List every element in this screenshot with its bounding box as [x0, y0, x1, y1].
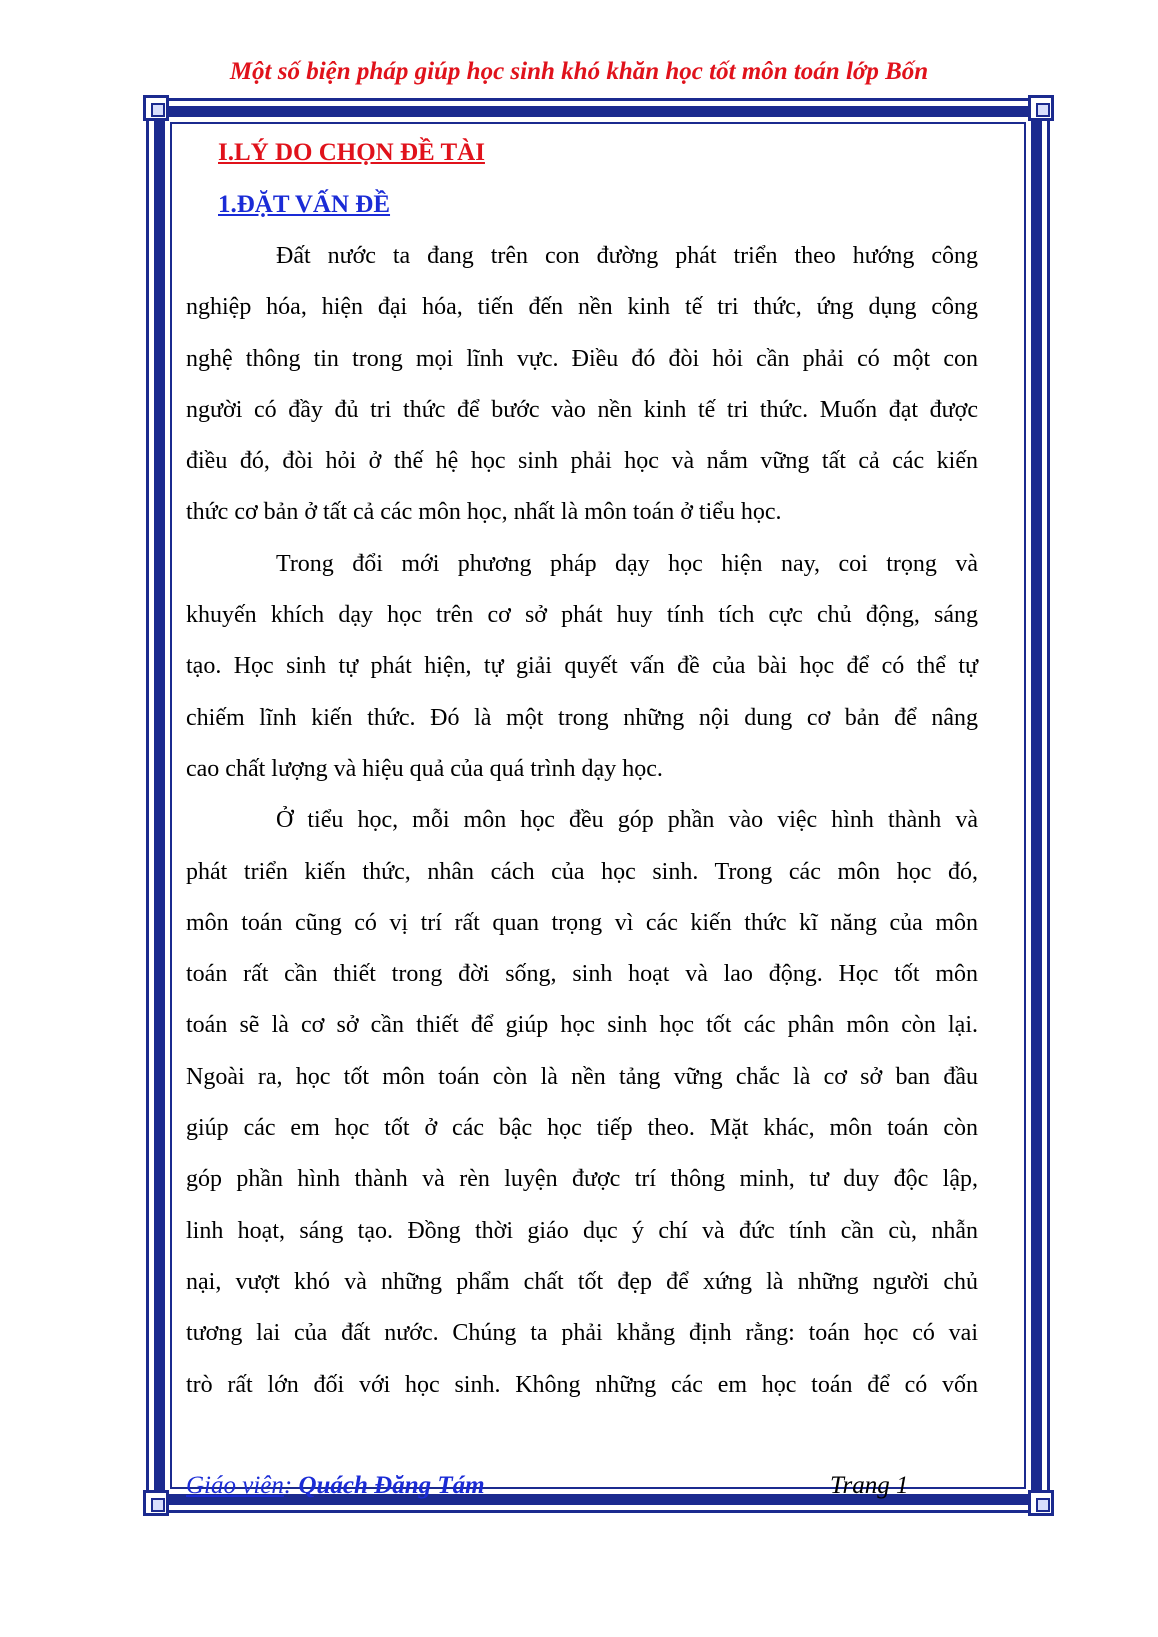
- text-line: Trong đổi mới phương pháp dạy học hiện nay, coi trọng và: [276, 550, 978, 577]
- border-corner-ornament: [1028, 95, 1054, 121]
- teacher-colon: :: [283, 1472, 293, 1499]
- border-corner-ornament: [1028, 1490, 1054, 1516]
- document-body: [186, 127, 978, 1411]
- border-corner-ornament: [143, 1490, 169, 1516]
- text-line: nghiệp hóa, hiện đại hóa, tiến đến nền kinh tế tri thức, ứng dụng công: [186, 294, 978, 321]
- text-line: môn toán cũng có vị trí rất quan trọng vì các kiến thức kĩ năng của môn: [186, 909, 978, 936]
- text-line: Ở tiểu học, mỗi môn học đều góp phần vào việc hình thành và: [276, 807, 978, 834]
- teacher-label: Giáo viên: [186, 1472, 284, 1499]
- paragraph-1: [186, 231, 978, 539]
- text-line: trò rất lớn đối với học sinh. Không những các em học toán để có vốn: [186, 1371, 978, 1398]
- text-line: tương lai của đất nước. Chúng ta phải khẳng định rằng: toán học có vai: [186, 1320, 978, 1347]
- text-line: góp phần hình thành và rèn luyện được trí thông minh, tư duy độc lập,: [186, 1166, 978, 1193]
- teacher-credit: [186, 1472, 485, 1500]
- text-line: chiếm lĩnh kiến thức. Đó là một trong những nội dung cơ bản để nâng: [186, 704, 978, 731]
- text-line: toán sẽ là cơ sở cần thiết để giúp học sinh học tốt các phân môn còn lại.: [186, 1012, 978, 1039]
- text-line: nghệ thông tin trong mọi lĩnh vực. Điều đó đòi hỏi cần phải có một con: [186, 345, 978, 372]
- text-line: phát triển kiến thức, nhân cách của học sinh. Trong các môn học đó,: [186, 858, 978, 885]
- teacher-name: Quách Đăng Tám: [298, 1472, 485, 1499]
- text-line: Đất nước ta đang trên con đường phát triển theo hướng công: [276, 243, 978, 269]
- section-heading: I.LÝ DO CHỌN ĐỀ TÀI: [218, 139, 485, 166]
- text-line: người có đầy đủ tri thức để bước vào nền kinh tế tri thức. Muốn đạt được: [186, 396, 978, 423]
- paragraph-3: [186, 795, 978, 1411]
- page-header-title: Một số biện pháp giúp học sinh khó khăn học tốt môn toán lớp Bốn: [229, 58, 929, 85]
- text-line: tạo. Học sinh tự phát hiện, tự giải quyết vấn đề của bài học để có thể tự: [186, 653, 978, 680]
- paragraph-2: [186, 539, 978, 795]
- text-line: toán rất cần thiết trong đời sống, sinh hoạt và lao động. Học tốt môn: [186, 961, 978, 988]
- subsection-heading: 1.ĐẶT VẤN ĐỀ: [218, 191, 391, 218]
- text-line: điều đó, đòi hỏi ở thế hệ học sinh phải học và nắm vững tất cả các kiến: [186, 448, 978, 475]
- text-line: linh hoạt, sáng tạo. Đồng thời giáo dục ý chí và đức tính cần cù, nhẫn: [186, 1217, 978, 1244]
- text-line: giúp các em học tốt ở các bậc học tiếp theo. Mặt khác, môn toán còn: [186, 1115, 978, 1142]
- border-corner-ornament: [143, 95, 169, 121]
- text-line: cao chất lượng và hiệu quả của quá trình dạy học.: [186, 755, 663, 782]
- page-number: Trang 1: [830, 1472, 909, 1499]
- text-line: thức cơ bản ở tất cả các môn học, nhất là môn toán ở tiểu học.: [186, 499, 782, 526]
- text-line: Ngoài ra, học tốt môn toán còn là nền tảng vững chắc là cơ sở ban đầu: [186, 1063, 978, 1090]
- text-line: khuyến khích dạy học trên cơ sở phát huy tính tích cực chủ động, sáng: [186, 602, 978, 629]
- text-line: nại, vượt khó và những phẩm chất tốt đẹp để xứng là những người chủ: [186, 1268, 978, 1295]
